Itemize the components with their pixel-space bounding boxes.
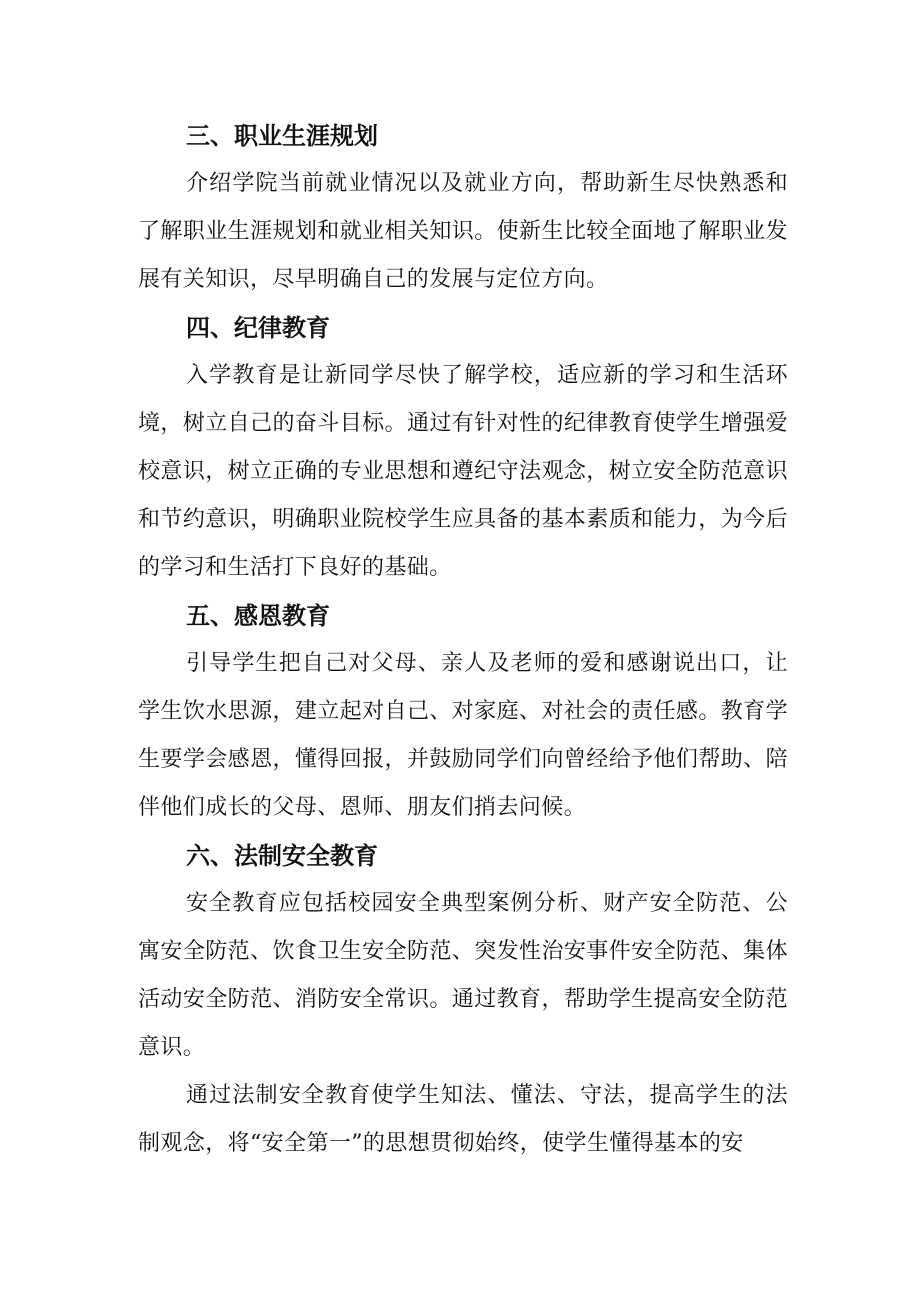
document-body — [138, 112, 788, 1168]
section-gratitude-education — [138, 592, 788, 832]
section-heading: 三、职业生涯规划 — [186, 122, 378, 150]
section-paragraph: 引导学生把自己对父母、亲人及老师的爱和感谢说出口，让学生饮水思源，建立起对自己、对家庭、对社会的责任感。教育学生要学会感恩，懂得回报，并鼓励同学们向曾经给予他们帮助、陪伴他们成长的父母、恩师、朋友们捎去问候。 — [138, 651, 788, 820]
section-paragraph: 通过法制安全教育使学生知法、懂法、守法，提高学生的法制观念，将“安全第一”的思想贯彻始终，使学生懂得基本的安 — [138, 1083, 788, 1156]
section-career-planning — [138, 112, 788, 304]
section-heading: 五、感恩教育 — [186, 602, 330, 630]
section-paragraph: 介绍学院当前就业情况以及就业方向，帮助新生尽快熟悉和了解职业生涯规划和就业相关知识。使新生比较全面地了解职业发展有关知识，尽早明确自己的发展与定位方向。 — [138, 171, 788, 292]
section-discipline-education — [138, 304, 788, 592]
section-paragraph: 安全教育应包括校园安全典型案例分析、财产安全防范、公寓安全防范、饮食卫生安全防范、突发性治安事件安全防范、集体活动安全防范、消防安全常识。通过教育，帮助学生提高安全防范意识。 — [138, 891, 788, 1060]
section-heading: 四、纪律教育 — [186, 314, 330, 342]
section-paragraph: 入学教育是让新同学尽快了解学校，适应新的学习和生活环境，树立自己的奋斗目标。通过有针对性的纪律教育使学生增强爱校意识，树立正确的专业思想和遵纪守法观念，树立安全防范意识和节约意识，明确职业院校学生应具备的基本素质和能力，为今后的学习和生活打下良好的基础。 — [138, 363, 788, 580]
section-legal-safety-education — [138, 832, 788, 1168]
section-heading: 六、法制安全教育 — [186, 842, 378, 870]
